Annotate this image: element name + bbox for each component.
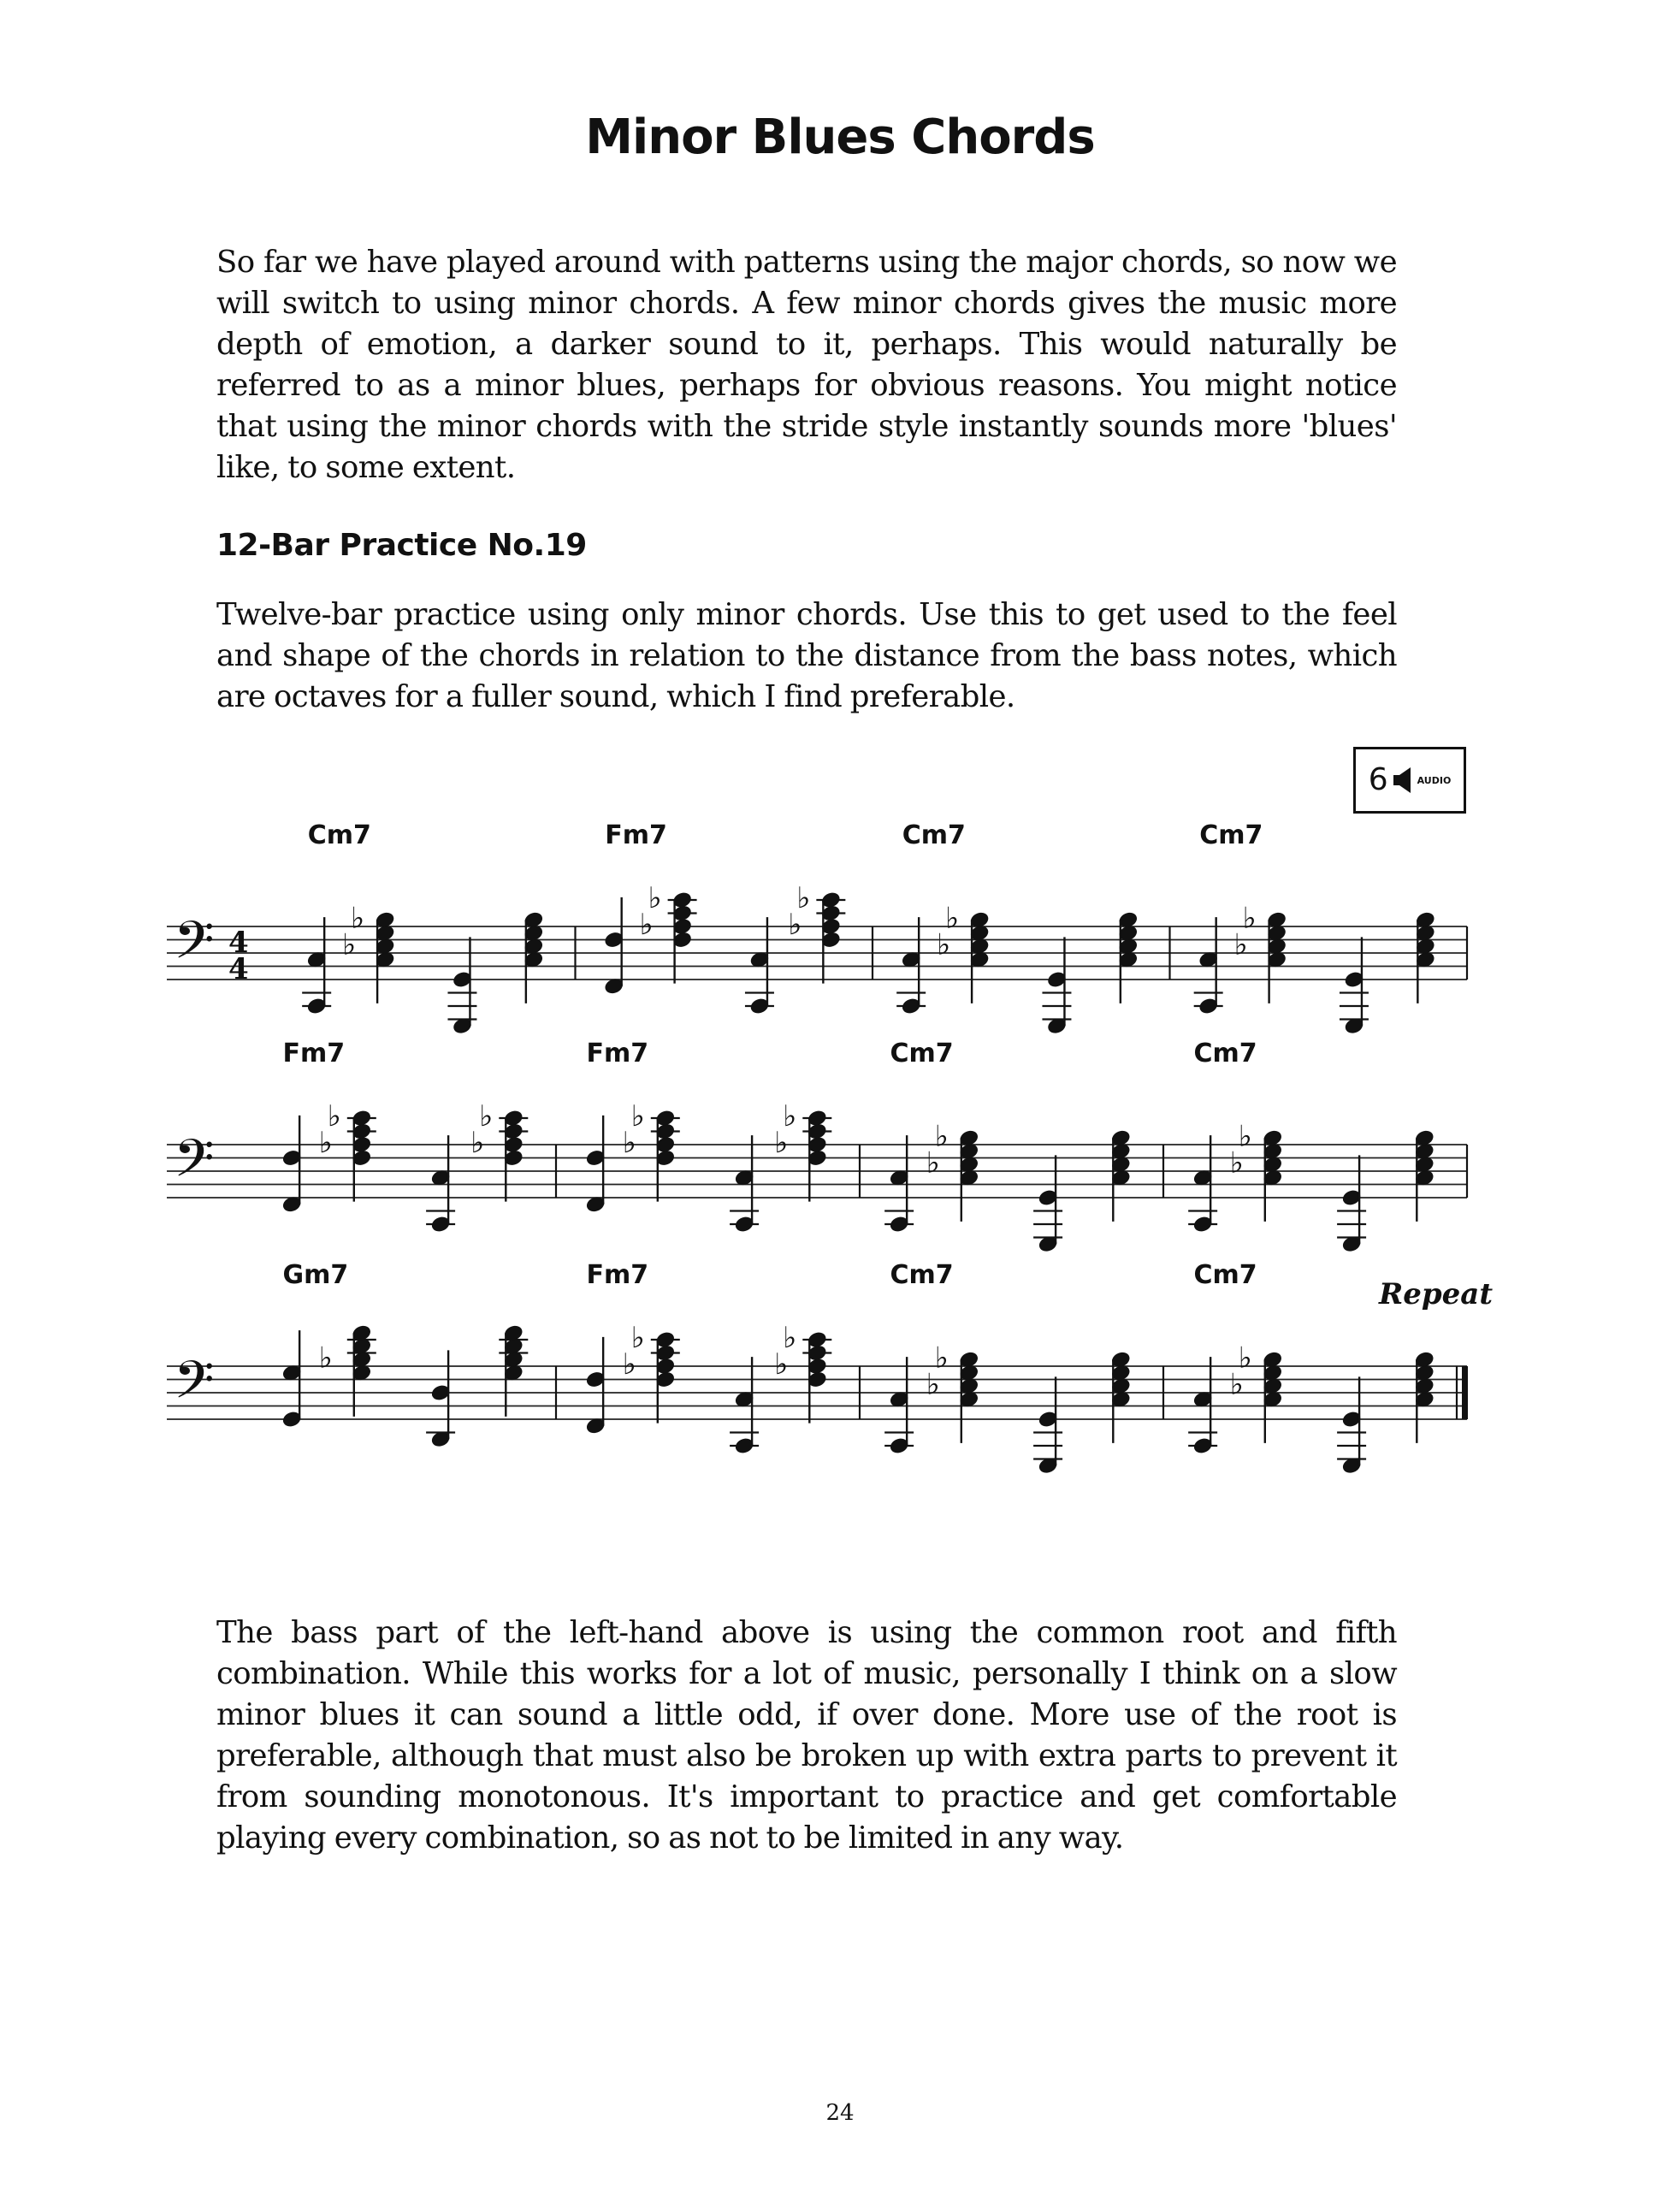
- flat-sign: ♭: [1229, 1367, 1244, 1402]
- flat-sign: ♭: [479, 1099, 494, 1133]
- chord-symbol: Cm7: [1193, 1039, 1257, 1068]
- flat-sign: ♭: [1242, 901, 1257, 936]
- chord-symbol: Cm7: [890, 1039, 954, 1068]
- section-heading: 12-Bar Practice No.19: [216, 528, 587, 563]
- flat-sign: ♭: [630, 1099, 645, 1133]
- flat-sign: ♭: [937, 927, 951, 962]
- measure: [896, 820, 1139, 1036]
- time-signature-numerator: 4: [228, 926, 249, 961]
- flat-sign: ♭: [648, 881, 662, 915]
- measure: [281, 1260, 528, 1449]
- flat-sign: ♭: [774, 1126, 789, 1160]
- measure: [603, 820, 845, 1015]
- page-title: Minor Blues Chords: [585, 110, 1095, 165]
- staff-system: [167, 1260, 1493, 1476]
- chord-symbol: Fm7: [605, 820, 667, 850]
- staff-system: [167, 1039, 1467, 1254]
- flat-sign: ♭: [327, 1099, 341, 1133]
- chord-symbol: Fm7: [586, 1039, 649, 1068]
- flat-sign: ♭: [926, 1367, 940, 1402]
- page-number: 24: [825, 2100, 855, 2126]
- bass-clef-icon: 𝄢: [174, 1349, 215, 1424]
- flat-sign: ♭: [630, 1321, 645, 1355]
- flat-sign: ♭: [926, 1145, 940, 1181]
- flat-sign: ♭: [783, 1099, 797, 1133]
- chord-symbol: Cm7: [1199, 820, 1263, 850]
- flat-sign: ♭: [342, 927, 357, 962]
- flat-sign: ♭: [470, 1126, 485, 1160]
- chord-symbol: Cm7: [1193, 1260, 1257, 1290]
- flat-sign: ♭: [796, 881, 811, 915]
- flat-sign: ♭: [351, 901, 365, 936]
- chord-symbol: Cm7: [307, 820, 371, 850]
- flat-sign: ♭: [945, 901, 960, 936]
- final-bar-thick: [1462, 1366, 1468, 1419]
- measure: [584, 1260, 831, 1455]
- measure: [884, 1039, 1132, 1254]
- flat-sign: ♭: [1233, 927, 1248, 962]
- flat-sign: ♭: [934, 1119, 949, 1154]
- measure: [884, 1260, 1132, 1476]
- measure: [281, 1039, 528, 1234]
- chord-symbol: Cm7: [902, 820, 966, 850]
- flat-sign: ♭: [622, 1347, 636, 1382]
- bass-clef-icon: 𝄢: [174, 909, 215, 984]
- flat-sign: ♭: [1238, 1341, 1252, 1376]
- flat-sign: ♭: [639, 908, 654, 942]
- measure: [1194, 820, 1436, 1036]
- measure: [302, 820, 544, 1036]
- staff-system: [167, 820, 1467, 1036]
- chord-symbol: Gm7: [282, 1260, 349, 1290]
- closing-paragraph: The bass part of the left-hand above is using the common root and fifth combination. While this works for a lot of music, personally I think on a slow minor blues it can sound a little odd, if over done. More use of the root is preferable, although that must also be broken up with extra parts to prevent it from sounding monotonous. It's important to practice and get comfortable playing every combination, so as not to be limited in any way.: [216, 1615, 1397, 1856]
- repeat-label: Repeat: [1379, 1277, 1494, 1311]
- measure: [584, 1039, 831, 1234]
- time-signature-denominator: 4: [228, 952, 249, 987]
- flat-sign: ♭: [1238, 1119, 1252, 1154]
- flat-sign: ♭: [774, 1347, 789, 1382]
- intro-paragraph: So far we have played around with patterns using the major chords, so now we will switch to using minor chords. A few minor chords gives the music more depth of emotion, a darker sound to it, perhaps. This would naturally be referred to as a minor blues, perhaps for obvious reasons. You might notice that using the minor chords with the stride style instantly sounds more 'blues' like, to some extent.: [216, 245, 1397, 485]
- flat-sign: ♭: [783, 1321, 797, 1355]
- audio-track-number: 6: [1368, 762, 1388, 797]
- section-paragraph: Twelve-bar practice using only minor chords. Use this to get used to the feel and shape of the chords in relation to the distance from the bass notes, which are octaves for a fuller sound, which I find preferable.: [216, 597, 1397, 714]
- flat-sign: ♭: [934, 1341, 949, 1376]
- flat-sign: ♭: [622, 1126, 636, 1160]
- audio-label: AUDIO: [1417, 774, 1452, 786]
- chord-symbol: Cm7: [890, 1260, 954, 1290]
- measure: [1188, 1039, 1435, 1254]
- bass-clef-icon: 𝄢: [174, 1128, 215, 1202]
- flat-sign: ♭: [318, 1126, 333, 1160]
- flat-sign: ♭: [1229, 1145, 1244, 1181]
- flat-sign: ♭: [788, 908, 802, 942]
- chord-symbol: Fm7: [586, 1260, 649, 1290]
- flat-sign: ♭: [318, 1341, 333, 1376]
- chord-symbol: Fm7: [282, 1039, 346, 1068]
